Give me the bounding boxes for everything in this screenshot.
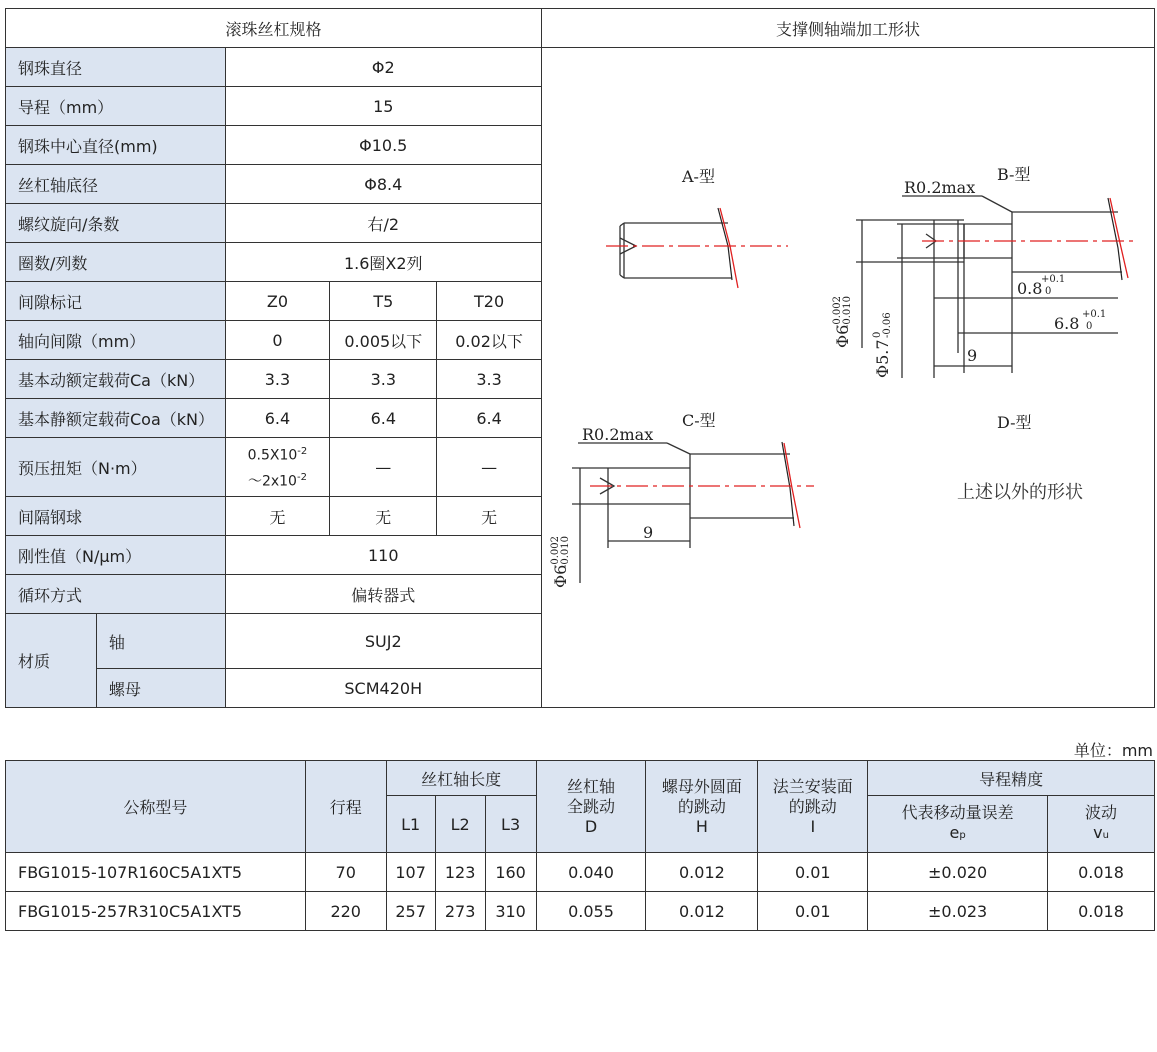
spacer-ball-label: 间隔钢球	[6, 497, 226, 536]
row-runout-h: 0.012	[646, 892, 758, 931]
thread-value: 右/2	[225, 204, 541, 243]
b-phi6-bot: -0.010	[841, 295, 853, 328]
circulation-label: 循环方式	[6, 575, 226, 614]
row-l3: 160	[485, 853, 536, 892]
axial-clearance-t20: 0.02以下	[437, 321, 542, 360]
material-shaft-value: SUJ2	[225, 614, 541, 669]
b-phi57-top: 0	[871, 331, 883, 338]
b-phi6: Φ6	[832, 324, 852, 348]
c-r-label: R0.2max	[581, 425, 654, 444]
table-row	[6, 892, 1155, 931]
header-ep-sub: p	[959, 829, 966, 841]
header-runout-d-line3: D	[584, 816, 598, 836]
preload-torque-t5: —	[330, 438, 437, 497]
material-shaft-label: 轴	[96, 614, 225, 669]
b-r-label: R0.2max	[903, 178, 976, 197]
material-nut-label: 螺母	[96, 669, 225, 708]
dynamic-load-z0: 3.3	[225, 360, 330, 399]
header-vu-symbol: v	[1093, 822, 1103, 842]
header-runout-i	[758, 761, 868, 853]
header-runout-i-line2: 的跳动	[788, 796, 837, 816]
b-phi6-top: -0.002	[831, 295, 843, 328]
header-runout-i-line1: 法兰安装面	[772, 776, 853, 796]
lead-label: 导程（mm）	[6, 87, 226, 126]
header-model: 公称型号	[6, 761, 306, 853]
clearance-mark-label: 间隙标记	[6, 282, 226, 321]
row-runout-d: 0.040	[536, 853, 646, 892]
header-vu	[1048, 796, 1155, 853]
root-value: Φ8.4	[225, 165, 541, 204]
clearance-mark-t20: T20	[437, 282, 542, 321]
row-l1: 107	[386, 853, 435, 892]
header-ep-symbol: e	[949, 822, 960, 842]
unit-label: 单位：mm	[1073, 741, 1153, 760]
root-label: 丝杠轴底径	[6, 165, 226, 204]
static-load-z0: 6.4	[225, 399, 330, 438]
ball-dia-value: Φ2	[225, 48, 541, 87]
preload-line2: ～2x10	[247, 473, 297, 490]
row-l1: 257	[386, 892, 435, 931]
dynamic-load-t20: 3.3	[437, 360, 542, 399]
row-runout-i: 0.01	[758, 853, 868, 892]
rigidity-label: 刚性值（N/μm）	[6, 536, 226, 575]
header-vu-line1: 波动	[1085, 802, 1118, 822]
row-runout-h: 0.012	[646, 853, 758, 892]
b-phi57-bot: -0.06	[881, 312, 893, 338]
drawing-area	[541, 48, 1154, 708]
clearance-mark-z0: Z0	[225, 282, 330, 321]
header-runout-h	[646, 761, 758, 853]
turns-label: 圈数/列数	[6, 243, 226, 282]
header-stroke: 行程	[305, 761, 386, 853]
header-runout-d	[536, 761, 646, 853]
header-l1: L1	[386, 796, 435, 853]
row-l2: 123	[435, 853, 485, 892]
header-ep-line1: 代表移动量误差	[901, 802, 1014, 822]
axial-clearance-z0: 0	[225, 321, 330, 360]
b-dim-08: 0.8	[1016, 279, 1043, 298]
row-model: FBG1015-107R160C5A1XT5	[6, 853, 306, 892]
axial-clearance-label: 轴向间隙（mm）	[6, 321, 226, 360]
c-phi6: Φ6	[550, 564, 570, 588]
c-phi6-bot: -0.010	[559, 535, 571, 568]
header-runout-h-line1: 螺母外圆面	[661, 776, 742, 796]
header-runout-d-line1: 丝杠轴	[567, 776, 616, 796]
spec-title: 滚珠丝杠规格	[6, 9, 542, 48]
rigidity-value: 110	[225, 536, 541, 575]
row-stroke: 70	[305, 853, 386, 892]
axial-clearance-t5: 0.005以下	[330, 321, 437, 360]
row-ep: ±0.023	[868, 892, 1048, 931]
circulation-value: 偏转器式	[225, 575, 541, 614]
material-label: 材质	[6, 614, 97, 708]
a-type-label: A-型	[681, 167, 715, 186]
spec-table	[5, 8, 1155, 708]
b-tol-68-bot: 0	[1085, 321, 1093, 332]
header-ep	[868, 796, 1048, 853]
row-vu: 0.018	[1048, 892, 1155, 931]
b-tol-68-top: +0.1	[1081, 309, 1107, 320]
spacer-ball-t20: 无	[437, 497, 542, 536]
row-vu: 0.018	[1048, 853, 1155, 892]
row-model: FBG1015-257R310C5A1XT5	[6, 892, 306, 931]
b-tol-08-bot: 0	[1044, 286, 1052, 297]
c-type-label: C-型	[681, 411, 716, 430]
ball-dia-label: 钢珠直径	[6, 48, 226, 87]
static-load-label: 基本静额定载荷Coa（kN）	[6, 399, 226, 438]
c-dim-9: 9	[642, 523, 654, 542]
row-runout-d: 0.055	[536, 892, 646, 931]
b-dim-9: 9	[966, 346, 978, 365]
header-lead-accuracy: 导程精度	[868, 761, 1155, 796]
header-runout-h-line3: H	[695, 816, 708, 836]
header-vu-sub: u	[1102, 829, 1109, 841]
material-nut-value: SCM420H	[225, 669, 541, 708]
header-runout-i-line3: I	[810, 816, 816, 836]
static-load-t5: 6.4	[330, 399, 437, 438]
preload-exp1: -2	[297, 446, 308, 458]
header-runout-d-line2: 全跳动	[567, 796, 616, 816]
row-l3: 310	[485, 892, 536, 931]
b-tol-08-top: +0.1	[1040, 274, 1066, 285]
d-type-label: D-型	[996, 413, 1032, 432]
header-shaft-length: 丝杠轴长度	[386, 761, 536, 796]
d-type-text: 上述以外的形状	[956, 482, 1083, 503]
header-l2: L2	[435, 796, 485, 853]
b-type-label: B-型	[996, 165, 1031, 184]
dynamic-load-label: 基本动额定载荷Ca（kN）	[6, 360, 226, 399]
models-table	[5, 760, 1155, 931]
preload-torque-z0	[225, 438, 330, 497]
spacer-ball-z0: 无	[225, 497, 330, 536]
preload-torque-t20: —	[437, 438, 542, 497]
shaft-end-drawings	[542, 48, 1153, 703]
pcd-value: Φ10.5	[225, 126, 541, 165]
thread-label: 螺纹旋向/条数	[6, 204, 226, 243]
b-phi57: Φ5.7	[872, 339, 892, 378]
row-l2: 273	[435, 892, 485, 931]
dynamic-load-t5: 3.3	[330, 360, 437, 399]
row-stroke: 220	[305, 892, 386, 931]
b-dim-68: 6.8	[1053, 314, 1080, 333]
turns-value: 1.6圈X2列	[225, 243, 541, 282]
pcd-label: 钢珠中心直径(mm)	[6, 126, 226, 165]
lead-value: 15	[225, 87, 541, 126]
preload-torque-label: 预压扭矩（N·m）	[6, 438, 226, 497]
row-runout-i: 0.01	[758, 892, 868, 931]
clearance-mark-t5: T5	[330, 282, 437, 321]
drawing-title: 支撑侧轴端加工形状	[541, 9, 1154, 48]
c-phi6-top: -0.002	[549, 535, 561, 568]
spacer-ball-t5: 无	[330, 497, 437, 536]
header-runout-h-line2: 的跳动	[677, 796, 726, 816]
preload-line1: 0.5X10	[247, 448, 298, 464]
preload-exp2: -2	[296, 472, 307, 483]
header-l3: L3	[485, 796, 536, 853]
row-ep: ±0.020	[868, 853, 1048, 892]
table-row	[6, 853, 1155, 892]
static-load-t20: 6.4	[437, 399, 542, 438]
